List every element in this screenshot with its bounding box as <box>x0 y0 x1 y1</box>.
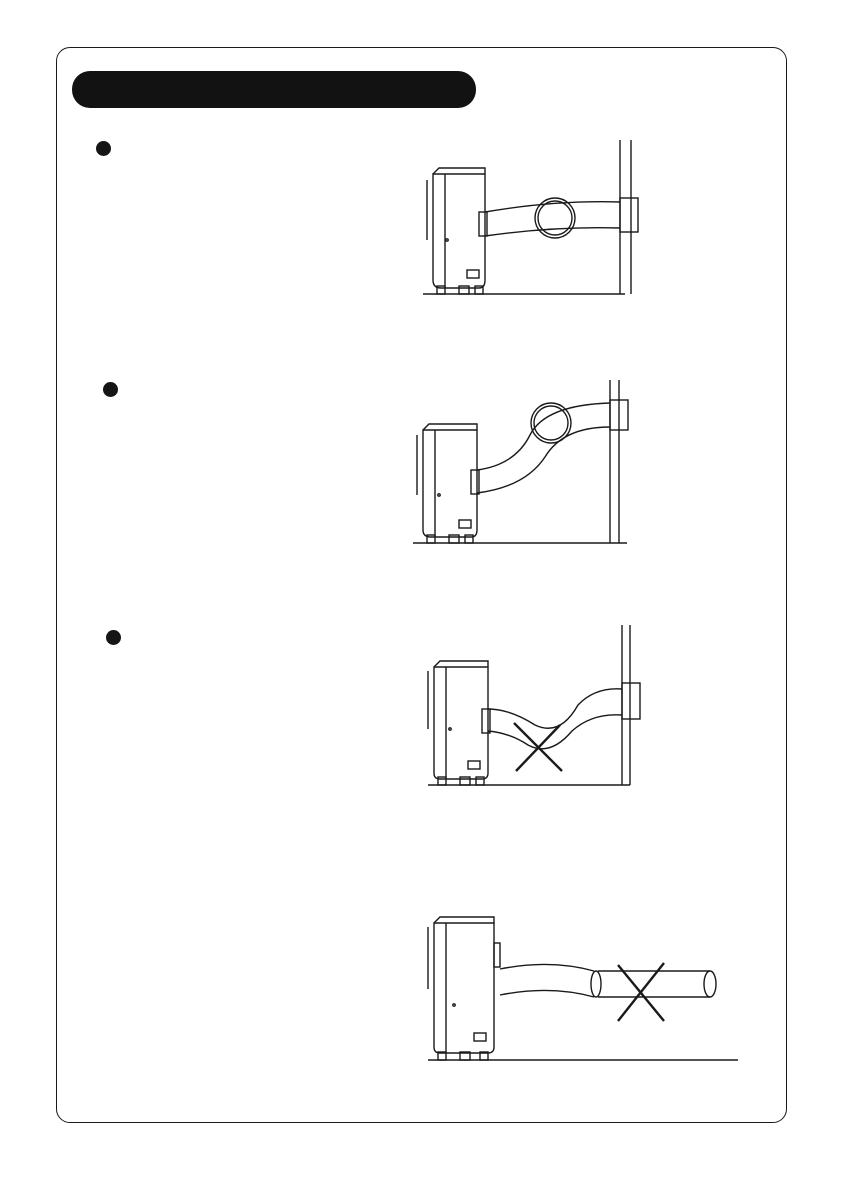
illustration-3-sagging-hose <box>410 625 650 790</box>
bullet-3 <box>106 630 121 645</box>
illustration-1-straight-hose <box>415 140 655 300</box>
section-title-bar <box>72 71 476 108</box>
bullet-1 <box>96 141 111 156</box>
illustration-2-raised-hose <box>405 375 645 550</box>
bullet-2 <box>103 382 118 397</box>
illustration-4-extended-hose <box>420 905 750 1070</box>
